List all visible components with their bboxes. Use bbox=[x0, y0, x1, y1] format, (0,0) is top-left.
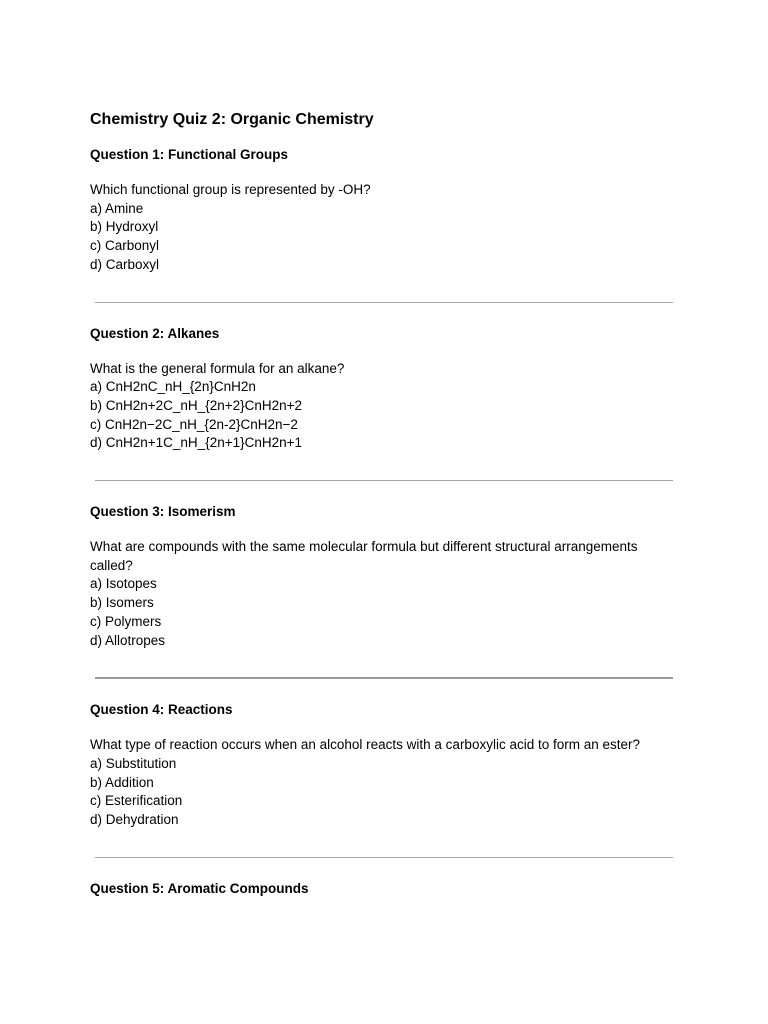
answer-option-a: a) Isotopes bbox=[90, 576, 157, 592]
question-4 bbox=[90, 701, 680, 830]
answer-option-d: d) Carboxyl bbox=[90, 256, 160, 272]
quiz-page bbox=[90, 110, 680, 915]
question-text: Which functional group is represented by -OH? bbox=[90, 182, 371, 197]
question-2 bbox=[90, 325, 680, 454]
question-text: What is the general formula for an alkane? bbox=[90, 360, 345, 376]
question-3 bbox=[90, 503, 680, 650]
answer-option-c: c) Esterification bbox=[90, 793, 183, 809]
question-text: What type of reaction occurs when an alcohol reacts with a carboxylic acid to form an ester? bbox=[90, 737, 641, 753]
question-5 bbox=[90, 880, 680, 898]
answer-option-a: a) Substitution bbox=[90, 755, 177, 771]
question-heading: Question 5: Aromatic Compounds bbox=[90, 880, 309, 896]
answer-option-c: c) CnH2n−2C_nH_{2n-2}CnH2n−2 bbox=[90, 416, 298, 432]
section-divider bbox=[95, 857, 673, 858]
answer-option-b: b) CnH2n+2C_nH_{2n+2}CnH2n+2 bbox=[90, 397, 303, 413]
answer-option-d: d) Allotropes bbox=[90, 632, 166, 648]
section-divider bbox=[95, 677, 673, 679]
section-divider bbox=[95, 302, 673, 303]
question-1 bbox=[90, 146, 680, 275]
quiz-title: Chemistry Quiz 2: Organic Chemistry bbox=[90, 111, 374, 128]
section-divider bbox=[95, 480, 673, 481]
answer-option-a: a) Amine bbox=[90, 200, 144, 216]
question-heading: Question 4: Reactions bbox=[90, 702, 233, 718]
answer-option-c: c) Carbonyl bbox=[90, 238, 160, 254]
answer-option-b: b) Isomers bbox=[90, 595, 154, 611]
answer-option-d: d) CnH2n+1C_nH_{2n+1}CnH2n+1 bbox=[90, 435, 303, 451]
answer-option-c: c) Polymers bbox=[90, 613, 162, 629]
answer-option-d: d) Dehydration bbox=[90, 812, 179, 828]
question-heading: Question 3: Isomerism bbox=[90, 504, 236, 520]
answer-option-b: b) Hydroxyl bbox=[90, 219, 159, 235]
answer-option-b: b) Addition bbox=[90, 774, 154, 790]
answer-option-a: a) CnH2nC_nH_{2n}CnH2n bbox=[90, 379, 256, 395]
question-heading: Question 1: Functional Groups bbox=[90, 147, 289, 162]
question-text: What are compounds with the same molecular formula but different structural arrangements called? bbox=[90, 539, 638, 573]
question-heading: Question 2: Alkanes bbox=[90, 325, 220, 341]
